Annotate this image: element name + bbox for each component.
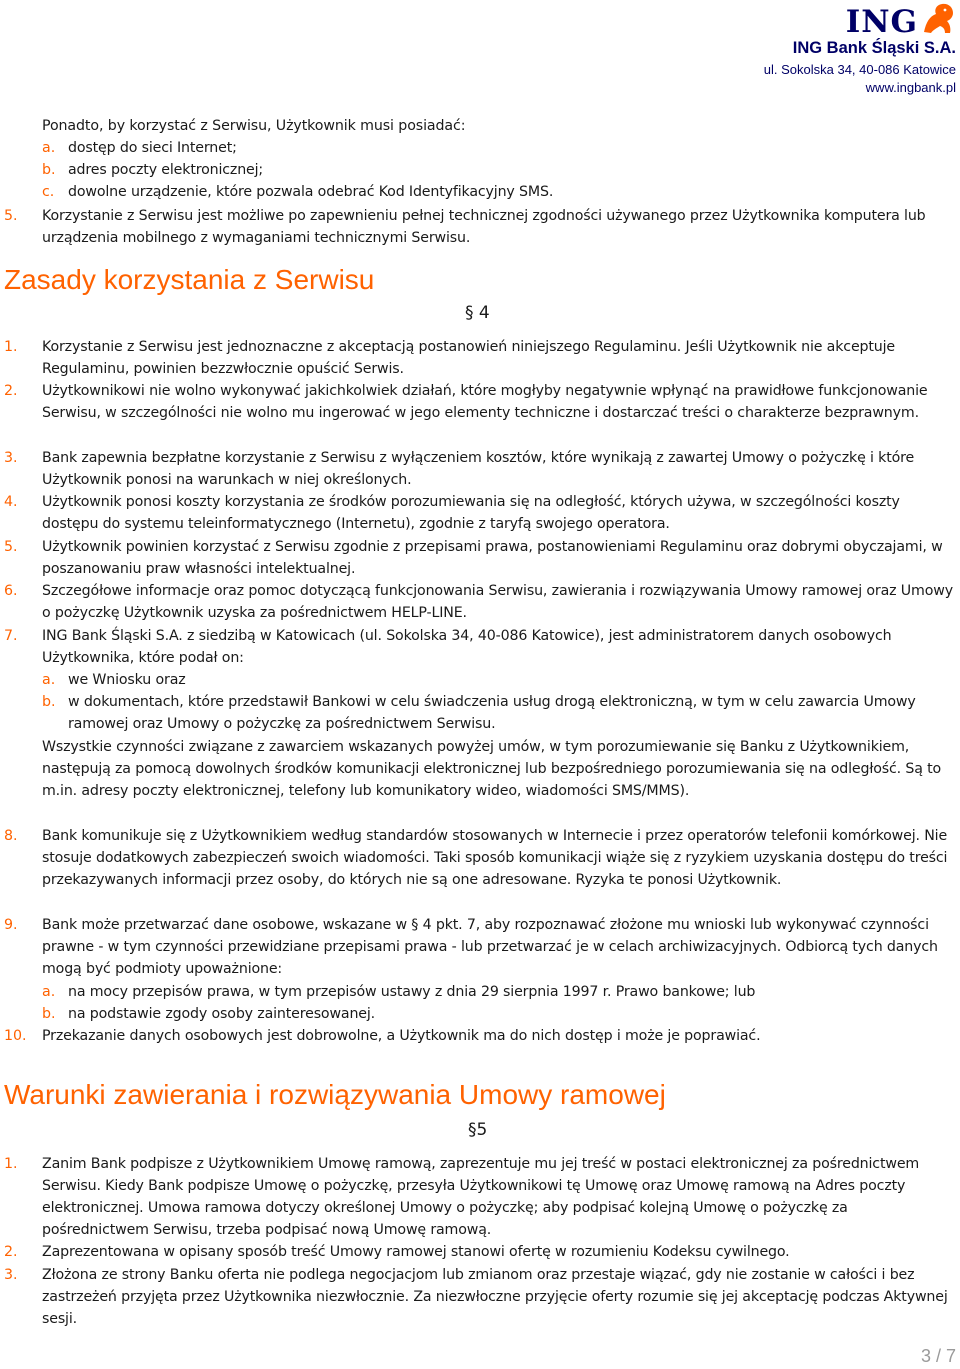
- point-number: 4.: [4, 494, 18, 510]
- point-text: Złożona ze strony Banku oferta nie podlega negocjacjom lub zmianom oraz przestaje wiązać, gdy nie zostanie w całości i bez zastrzeżeń przyjęta przez Użytkownika niezwłocznie. Za niezwłoczne przyjęcie oferty rozumie się jej akceptację podczas Aktywnej sesji.: [42, 1267, 948, 1327]
- list-item: adres poczty elektronicznej;: [68, 162, 264, 178]
- section-heading: Warunki zawierania i rozwiązywania Umowy ramowej: [4, 1079, 666, 1110]
- point-number: 8.: [4, 828, 18, 844]
- list-item: dostęp do sieci Internet;: [68, 140, 237, 156]
- paragraph-symbol: § 4: [465, 303, 490, 323]
- point-number: 1.: [4, 1156, 18, 1172]
- lion-icon: [920, 2, 956, 36]
- page-number: 3 / 7: [920, 1346, 956, 1366]
- paragraph-symbol: §5: [468, 1120, 488, 1140]
- point-continuation: Wszystkie czynności związane z zawarciem wskazanych powyżej umów, w tym porozumiewanie się Banku z Użytkownikiem, następują za pomocą dowolnych środków komunikacji elektronicznej lub bezpośredniego porozumiewania się na odległość. Są to m.in. adresy poczty elektronicznej, telefony lub komunikatory wideo, wiadomości SMS/MMS).: [42, 739, 942, 799]
- list-letter: a.: [42, 672, 56, 688]
- list-letter: b.: [42, 162, 56, 178]
- ing-logo: [816, 2, 956, 42]
- point-text: Szczegółowe informacje oraz pomoc dotyczącą funkcjonowania Serwisu, zawierania i rozwiązywania Umowy ramowej oraz Umowy o pożyczkę Użytkownik uzyska za pośrednictwem HELP-LINE.: [42, 583, 953, 621]
- list-item: w dokumentach, które przedstawił Bankowi w celu świadczenia usług drogą elektroniczną, w tym w celu zawarcia Umowy ramowej oraz Umowy o pożyczkę za pośrednictwem Serwisu.: [68, 694, 916, 732]
- list-letter: b.: [42, 1006, 56, 1022]
- point-text: Korzystanie z Serwisu jest jednoznaczne z akceptacją postanowień niniejszego Regulaminu. Jeśli Użytkownik nie akceptuje Regulaminu, powinien bezzwłocznie opuścić Serwis.: [42, 339, 895, 377]
- point-text: Bank może przetwarzać dane osobowe, wskazane w § 4 pkt. 7, aby rozpoznawać złożone mu wnioski lub wykonywać czynności prawne - w tym czynności przewidziane przepisami prawa - lub przetwarzać je w celach archiwizacyjnych. Odbiorcą tych danych mogą być podmioty upoważnione:: [42, 917, 938, 977]
- point-number: 5.: [4, 208, 18, 224]
- point-text: Zaprezentowana w opisany sposób treść Umowy ramowej stanowi ofertę w rozumieniu Kodeksu cywilnego.: [42, 1244, 790, 1260]
- list-letter: c.: [42, 184, 55, 200]
- point-number: 9.: [4, 917, 18, 933]
- point-number: 3.: [4, 450, 18, 466]
- point-number: 10.: [4, 1028, 27, 1044]
- point-text: Użytkownik powinien korzystać z Serwisu zgodnie z przepisami prawa, postanowieniami Regulaminu oraz dobrymi obyczajami, w poszanowaniu praw własności intelektualnej.: [42, 539, 943, 577]
- point-number: 3.: [4, 1267, 18, 1283]
- point-number: 1.: [4, 339, 18, 355]
- intro-text: Ponadto, by korzystać z Serwisu, Użytkownik musi posiadać:: [42, 118, 466, 134]
- point-number: 7.: [4, 628, 18, 644]
- list-letter: a.: [42, 140, 56, 156]
- point-text: ING Bank Śląski S.A. z siedzibą w Katowicach (ul. Sokolska 34, 40-086 Katowice), jest administratorem danych osobowych Użytkownika, które podał on:: [42, 628, 892, 666]
- list-item: na mocy przepisów prawa, w tym przepisów ustawy z dnia 29 sierpnia 1997 r. Prawo bankowe; lub: [68, 984, 756, 1000]
- section-heading: Zasady korzystania z Serwisu: [4, 264, 375, 295]
- list-letter: b.: [42, 694, 56, 710]
- list-item: na podstawie zgody osoby zainteresowanej.: [68, 1006, 376, 1022]
- list-item: we Wniosku oraz: [68, 672, 186, 688]
- page-header: [716, 2, 956, 98]
- bank-website-link[interactable]: www.ingbank.pl: [865, 80, 956, 95]
- list-letter: a.: [42, 984, 56, 1000]
- point-text: Zanim Bank podpisze z Użytkownikiem Umowę ramową, zaprezentuje mu jej treść w postaci elektronicznej za pośrednictwem Serwisu. Kiedy Bank podpisze Umowę o pożyczkę, przesyła Użytkownikowi tę Umowę oraz Umowę ramową na Adres poczty elektronicznej. Umowa ramowa dotyczy określonej Umowy o pożyczkę; aby podpisać kolejną Umowę o pożyczkę za pośrednictwem Serwisu, trzeba podpisać nową Umowę ramową.: [42, 1156, 920, 1238]
- point-text: Przekazanie danych osobowych jest dobrowolne, a Użytkownik ma do nich dostęp i może je poprawiać.: [42, 1028, 761, 1044]
- point-text: Korzystanie z Serwisu jest możliwe po zapewnieniu pełnej technicznej zgodności używanego przez Użytkownika komputera lub urządzenia mobilnego z wymaganiami technicznymi Serwisu.: [42, 208, 926, 246]
- list-item: dowolne urządzenie, które pozwala odebrać Kod Identyfikacyjny SMS.: [68, 184, 554, 200]
- point-number: 2.: [4, 383, 18, 399]
- point-text: Użytkownik ponosi koszty korzystania ze środków porozumiewania się na odległość, których używa, w szczególności koszty dostępu do systemu teleinformatycznego (Internetu), zgodnie z taryfą swojego operatora.: [42, 494, 900, 532]
- logo-text: ING: [845, 4, 918, 40]
- bank-address: ul. Sokolska 34, 40-086 Katowice: [763, 62, 956, 77]
- point-number: 2.: [4, 1244, 18, 1260]
- point-number: 5.: [4, 539, 18, 555]
- point-text: Bank zapewnia bezpłatne korzystanie z Serwisu z wyłączeniem kosztów, które wynikają z zawartej Umowy o pożyczkę i które Użytkownik ponosi na warunkach w niej określonych.: [42, 450, 915, 488]
- point-text: Użytkownikowi nie wolno wykonywać jakichkolwiek działań, które mogłyby negatywnie wpłynąć na prawidłowe funkcjonowanie Serwisu, w szczególności nie wolno mu ingerować w jego elementy techniczne i dostarczać treści o charakterze bezprawnym.: [42, 383, 928, 421]
- bank-name: ING Bank Śląski S.A.: [792, 39, 956, 57]
- point-text: Bank komunikuje się z Użytkownikiem według standardów stosowanych w Internecie i przez operatorów telefonii komórkowej. Nie stosuje dodatkowych zabezpieczeń swoich wiadomości. Taki sposób komunikacji wiąże się z ryzykiem uzyskania dostępu do treści przekazywanych informacji przez osoby, do których nie są one adresowane. Ryzyka te ponosi Użytkownik.: [42, 828, 948, 888]
- point-number: 6.: [4, 583, 18, 599]
